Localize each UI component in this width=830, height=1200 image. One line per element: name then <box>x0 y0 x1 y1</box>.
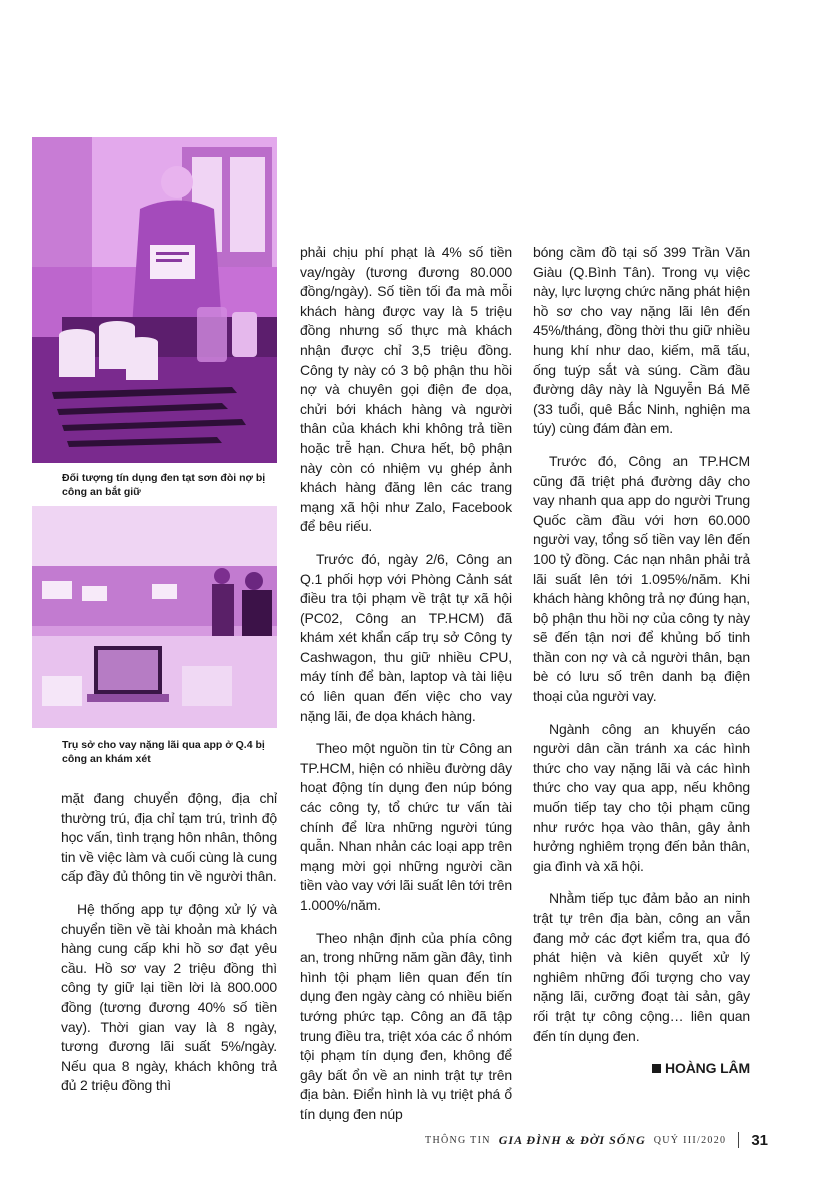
article-paragraph: mặt đang chuyển động, địa chỉ thường trú, địa chỉ tạm trú, trình độ học vấn, tình trạng hôn nhân, thông tin về việc làm và cuối cùng là cung cấp đầy đủ thông tin về người thân. <box>61 790 277 885</box>
article-paragraph: phải chịu phí phạt là 4% số tiền vay/ngày (tương đương 80.000 đồng/ngày). Số tiền tối đa mà mỗi khách hàng được vay là 5 triệu đồng nhưng số thực mà khách nhận được chỉ 3,5 triệu đồng. Công ty này có 3 bộ phận thu hồi nợ và chuyên gọi điện đe dọa, chửi bới khách hàng và người thân của khách khi không trả tiền hoặc trễ hạn. Chưa hết, bộ phận này còn có nhiệm vụ ghép ảnh khách hàng đăng lên các trang mạng xã hội như Zalo, Facebook để bêu riếu. <box>300 244 512 535</box>
article-column-1 <box>61 789 277 1109</box>
footer-issue: QUÝ III/2020 <box>653 1134 727 1146</box>
article-paragraph: Ngành công an khuyến cáo người dân cần tránh xa các hình thức cho vay nặng lãi và các hình thức cho vay qua app, nếu không muốn tiếp tay cho tội phạm cũng như rước họa vào thân, gây ảnh hưởng nghiêm trọng đến bản thân, gia đình và xã hội. <box>533 720 750 874</box>
article-paragraph: Theo một nguồn tin từ Công an TP.HCM, hiện có nhiều đường dây hoạt động tín dụng đen núp bóng các công ty, tổ chức tư vấn tài chính để lừa những người túng quẫn. Nhan nhản các loại app trên mạng mời gọi những người cần tiền vào vay với lãi suất lên tới trên 1.000%/năm. <box>300 740 512 913</box>
footer-prefix: THÔNG TIN <box>425 1134 491 1146</box>
article-paragraph: Theo nhận định của phía công an, trong những năm gần đây, tình hình tội phạm liên quan đến tín dụng đen ngày càng có nhiều biến tướng phức tạp. Công an đã tập trung điều tra, triệt xóa các ổ nhóm tội phạm tín dụng đen, không để gây bất ổn về an ninh trật tự trên địa bàn. Điển hình là vụ triệt phá ổ tín dụng đen núp <box>300 929 512 1122</box>
square-bullet-icon <box>652 1064 661 1073</box>
office-search-photo <box>32 506 277 728</box>
article-paragraph: Nhằm tiếp tục đảm bảo an ninh trật tự trên địa bàn, công an vẫn đang mở các đợt kiểm tra, qua đó phát hiện và kiên quyết xử lý nghiêm những đối tượng cho vay nặng lãi, cưỡng đoạt tài sản, gây rối trật tự công cộng… liên quan đến tín dụng đen. <box>533 890 750 1044</box>
photo-caption: Đối tượng tín dụng đen tạt sơn đòi nợ bị công an bắt giữ <box>62 472 266 498</box>
arrest-photo <box>32 137 277 463</box>
article-paragraph: Trước đó, ngày 2/6, Công an Q.1 phối hợp với Phòng Cảnh sát điều tra tội phạm về trật tự xã hội (PC02, Công an TP.HCM) đã khám xét khẩn cấp trụ sở Công ty Cashwagon, thu giữ nhiều CPU, máy tính để bàn, laptop và tài liệu có liên quan đến việc cho vay nặng lãi, đe dọa khách hàng. <box>300 550 512 724</box>
page-footer <box>425 1130 768 1150</box>
author-name: HOÀNG LÂM <box>665 1060 750 1077</box>
page-number: 31 <box>751 1131 768 1149</box>
photo-caption: Trụ sở cho vay nặng lãi qua app ở Q.4 bị công an khám xét <box>62 739 265 765</box>
article-paragraph: bóng cầm đồ tại số 399 Trần Văn Giàu (Q.Bình Tân). Trong vụ việc này, lực lượng chức năng phát hiện hồ sơ cho vay nặng lãi lên đến 45%/tháng, đồng thời thu giữ nhiều hung khí như dao, kiếm, mã tấu, ống tuýp sắt và súng. Cầm đầu đường dây này là Nguyễn Bá Mẽ (33 tuổi, quê Bắc Ninh, nghiện ma túy) cùng đám đàn em. <box>533 244 750 437</box>
footer-divider <box>738 1132 739 1148</box>
article-column-2 <box>300 243 512 1138</box>
author-byline <box>533 1059 750 1079</box>
magazine-name: GIA ĐÌNH & ĐỜI SỐNG <box>498 1132 646 1147</box>
article-paragraph: Trước đó, Công an TP.HCM cũng đã triệt phá đường dây cho vay nhanh qua app do người Trung Quốc cầm đầu với hơn 60.000 người vay, tổng số tiền vay lên đến 100 tỷ đồng. Các nạn nhân phải trả lãi suất lên tới 1.095%/năm. Khi khách hàng không trả nợ đúng hạn, bộ phận thu hồi nợ của công ty này sẽ đến tận nơi để khủng bố tinh thần con nợ và cả người thân, bạn bè có lưu số trên danh bạ điện thoại của người vay. <box>533 452 750 705</box>
article-paragraph: Hệ thống app tự động xử lý và chuyển tiền về tài khoản mà khách hàng cung cấp khi hồ sơ đạt yêu cầu. Hồ sơ vay 2 triệu đồng thì công ty giữ lại tiền lời là 800.000 đồng (tương đương 40% số tiền vay). Thời gian vay là 8 ngày, tương đương lãi suất 5%/ngày. Nếu qua 8 ngày, khách không trả đủ 2 triệu đồng thì <box>61 900 277 1094</box>
article-column-3 <box>533 243 750 1092</box>
